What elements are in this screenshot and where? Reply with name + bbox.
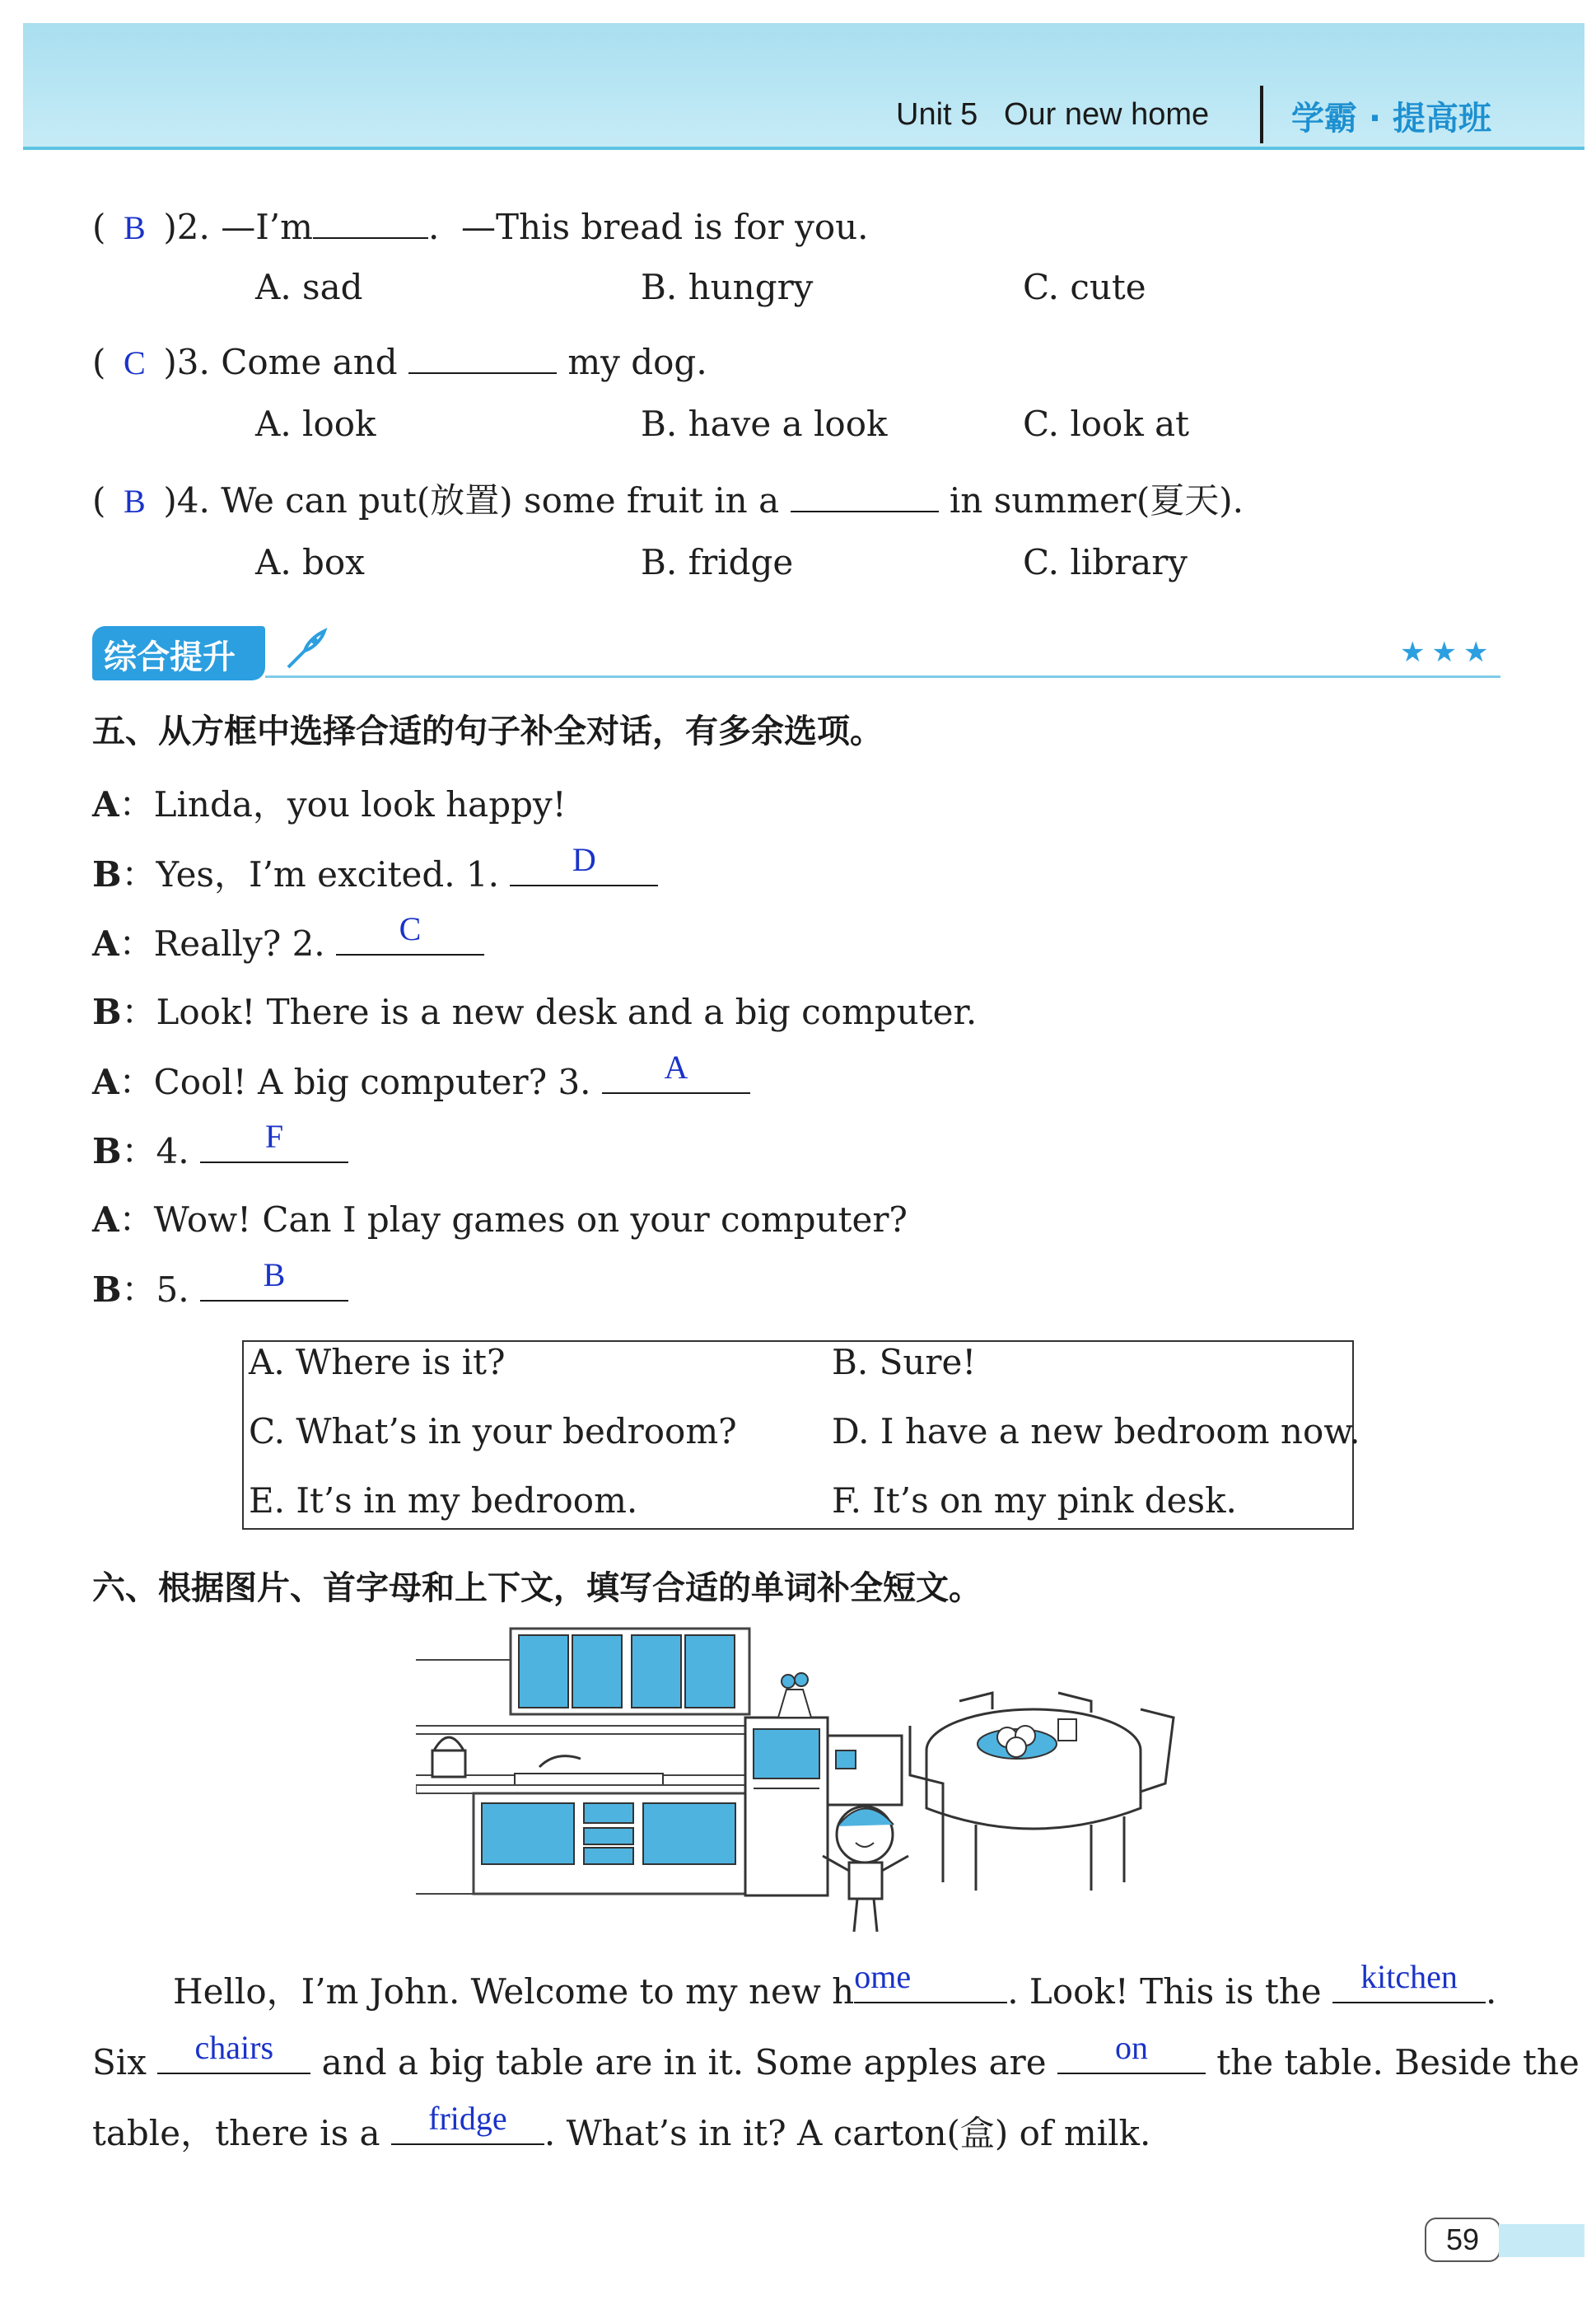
option-e: E. It’s in my bedroom. [249, 1480, 638, 1521]
answer-blank-5: B [200, 1262, 348, 1302]
header-unit-title: Unit 5 Our new home [896, 97, 1210, 132]
mc-answer-4: B [124, 483, 146, 520]
answer-blank-1: D [510, 847, 658, 886]
answer-blank-3: A [602, 1054, 750, 1094]
q6-title: 六、根据图片、首字母和上下文，填写合适的单词补全短文。 [92, 1569, 982, 1607]
answer-blank-kitchen: kitchen [1332, 1964, 1486, 2003]
answer-blank-fridge: fridge [391, 2106, 544, 2145]
answer-blank-2: C [336, 916, 484, 956]
mc-answer-3: C [124, 344, 146, 381]
option-d: D. I have a new bedroom now. [832, 1411, 1360, 1451]
rocket-icon [280, 626, 329, 675]
mc-question-4: ( B )4. We can put(放置) some fruit in a in summer(夏天). [92, 473, 1244, 523]
mc-answer-2: B [124, 209, 146, 246]
answer-blank-chairs: chairs [157, 2035, 310, 2074]
option-f: F. It’s on my pink desk. [832, 1480, 1237, 1521]
passage-line-3: table，there is a fridge . What’s in it? A carton(盒) of milk. [92, 2100, 1151, 2153]
dialog-line: B：4. F [92, 1124, 348, 1174]
passage-line-2: Six chairs and a big table are in it. Some apples are on the table. Beside the [92, 2029, 1580, 2082]
answer-blank-4: F [200, 1124, 348, 1163]
page-tab-decoration [1499, 2224, 1584, 2257]
page-number: 59 [1425, 2218, 1500, 2262]
mc-question-2: ( B )2. —I’m . —This bread is for you. [92, 199, 869, 247]
dialog-line: B：Yes，I’m excited. 1. D [92, 847, 658, 897]
section-title: 综合提升 [104, 638, 236, 676]
dialog-line: A：Linda，you look happy! [92, 784, 567, 825]
dialog-line: A：Cool! A big computer? 3. A [92, 1054, 750, 1105]
answer-blank-on: on [1057, 2035, 1206, 2074]
option-c: C. What’s in your bedroom? [249, 1411, 737, 1451]
difficulty-stars: ★★★ [1400, 636, 1496, 669]
blank [408, 334, 557, 374]
passage-line-1: Hello，I’m John. Welcome to my new h ome . Look! This is the kitchen . [173, 1958, 1497, 2012]
section-divider [265, 675, 1500, 678]
options-box [242, 1340, 1360, 1530]
dialog-line: A：Really? 2. C [92, 916, 484, 966]
dialog-line: B：5. B [92, 1262, 348, 1312]
blank [313, 199, 428, 239]
blank [791, 473, 939, 512]
dialog-line: A：Wow! Can I play games on your computer? [92, 1199, 908, 1240]
kitchen-illustration [416, 1627, 1190, 1940]
header-divider-arrow [1260, 86, 1263, 143]
header-brand: 学霸 · 提高班 [1291, 100, 1492, 138]
dialog-line: B：Look! There is a new desk and a big computer. [92, 992, 978, 1032]
q5-title: 五、从方框中选择合适的句子补全对话，有多余选项。 [92, 713, 883, 750]
option-a: A. Where is it? [249, 1342, 506, 1382]
answer-blank-home: ome [854, 1964, 1007, 2003]
mc-question-3: ( C )3. Come and my dog. [92, 334, 707, 382]
option-b: B. Sure! [832, 1342, 977, 1382]
